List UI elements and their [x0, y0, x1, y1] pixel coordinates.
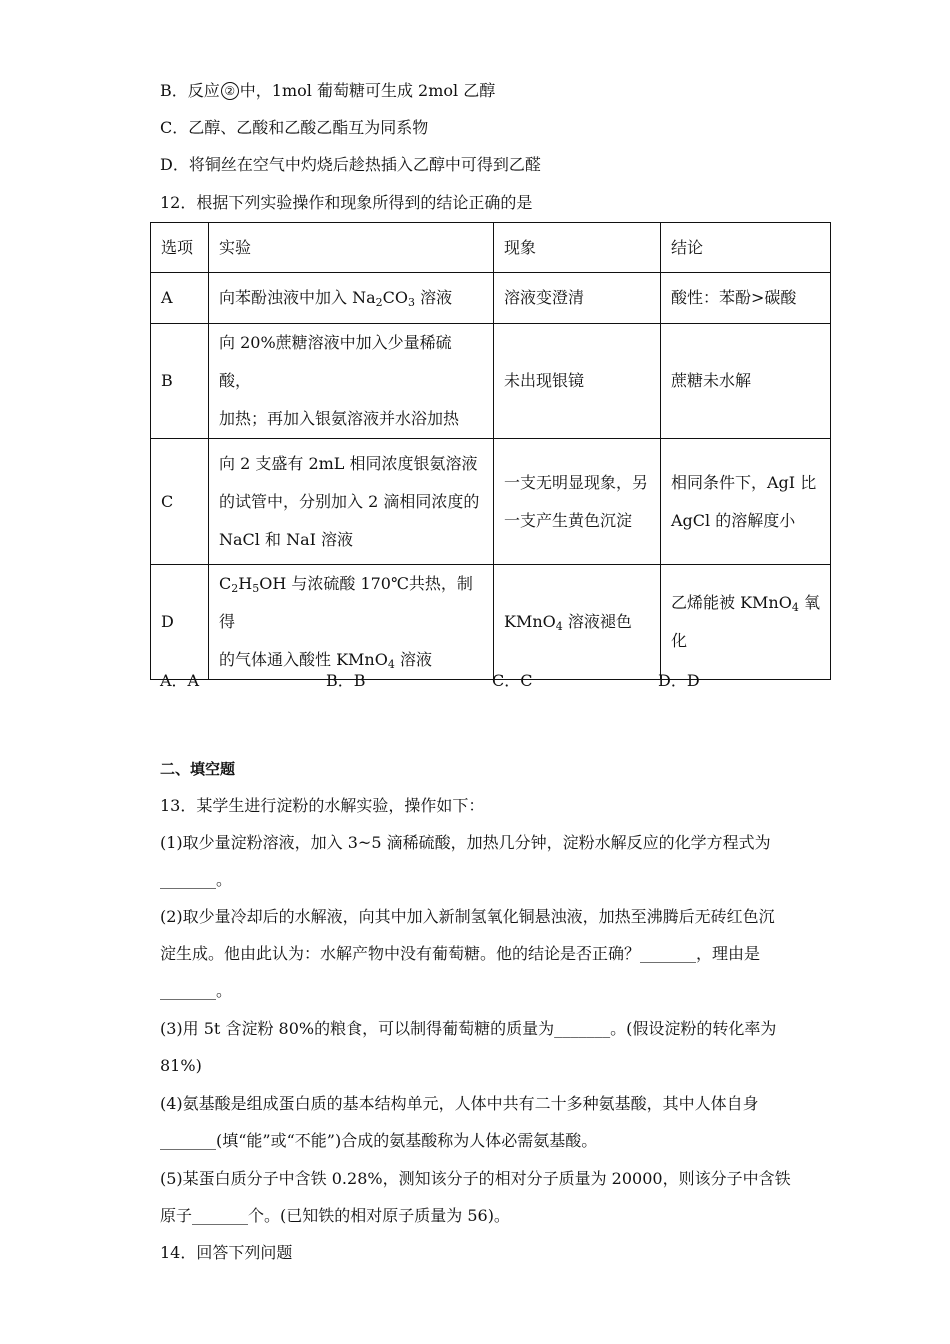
row-experiment: 向 2 支盛有 2mL 相同浓度银氨溶液 的试管中，分别加入 2 滴相同浓度的 NaCl 和 NaI 溶液 — [209, 439, 494, 565]
q13-part1-line1: (1)取少量淀粉溶液，加入 3~5 滴稀硫酸，加热几分钟，淀粉水解反应的化学方程式为 — [160, 833, 771, 852]
table-row — [151, 273, 831, 324]
row-experiment: $C_2H_5OH$ 与浓硫酸 170℃共热，制得 的气体通入酸性 KMnO$_4$ 溶液 — [209, 565, 494, 680]
table-row — [151, 439, 831, 565]
header-conclusion: 结论 — [661, 223, 831, 273]
q13-part3-line1: (3)用 5t 含淀粉 80%的粮食，可以制得葡萄糖的质量为_______。(假设淀粉的转化率为 — [160, 1019, 777, 1038]
answer-option-a[interactable]: A．A — [160, 671, 200, 690]
q11-option-c: C．乙醇、乙酸和乙酸乙酯互为同系物 — [160, 118, 429, 137]
row-experiment: 向苯酚浊液中加入 $Na_2CO_3$ 溶液 — [209, 273, 494, 324]
q13-part2-blank: _______。 — [160, 981, 233, 1000]
row-option: C — [151, 439, 209, 565]
row-phenomenon: 未出现银镜 — [494, 324, 661, 439]
header-phenomenon: 现象 — [494, 223, 661, 273]
row-conclusion: 相同条件下，AgI 比 AgCl 的溶解度小 — [661, 439, 831, 565]
q13-part5-line1: (5)某蛋白质分子中含铁 0.28%，测知该分子的相对分子质量为 20000，则该分子中含铁 — [160, 1169, 791, 1188]
q14-stem: 14．回答下列问题 — [160, 1243, 293, 1262]
q13-part1-blank: _______。 — [160, 870, 233, 889]
q12-stem: 12．根据下列实验操作和现象所得到的结论正确的是 — [160, 193, 533, 212]
q13-part2-line2: 淀生成。他由此认为：水解产物中没有葡萄糖。他的结论是否正确？_______，理由是 — [160, 944, 761, 963]
table-row — [151, 324, 831, 439]
q13-part5-line2: 原子_______个。(已知铁的相对原子质量为 56)。 — [160, 1206, 510, 1225]
circled-number-2: ② — [221, 82, 239, 100]
row-option: B — [151, 324, 209, 439]
row-phenomenon: KMnO$_4$ 溶液褪色 — [494, 565, 661, 680]
header-experiment: 实验 — [209, 223, 494, 273]
q13-part2-line1: (2)取少量冷却后的水解液，向其中加入新制氢氧化铜悬浊液，加热至沸腾后无砖红色沉 — [160, 907, 775, 926]
row-conclusion: 酸性：苯酚>碳酸 — [661, 273, 831, 324]
q13-stem: 13．某学生进行淀粉的水解实验，操作如下： — [160, 796, 485, 815]
q13-part4-line1: (4)氨基酸是组成蛋白质的基本结构单元，人体中共有二十多种氨基酸，其中人体自身 — [160, 1094, 759, 1113]
q12-table — [150, 222, 831, 680]
row-phenomenon: 溶液变澄清 — [494, 273, 661, 324]
answer-option-d[interactable]: D．D — [658, 671, 700, 690]
row-option: D — [151, 565, 209, 680]
table-header-row — [151, 223, 831, 273]
section-title: 二、填空题 — [160, 760, 236, 778]
row-phenomenon: 一支无明显现象，另 一支产生黄色沉淀 — [494, 439, 661, 565]
row-conclusion: 乙烯能被 KMnO$_4$ 氧 化 — [661, 565, 831, 680]
q11-option-d: D．将铜丝在空气中灼烧后趁热插入乙醇中可得到乙醛 — [160, 155, 541, 174]
row-option: A — [151, 273, 209, 324]
header-option: 选项 — [151, 223, 209, 273]
q13-part4-line2: _______(填“能”或“不能”)合成的氨基酸称为人体必需氨基酸。 — [160, 1131, 598, 1150]
row-conclusion: 蔗糖未水解 — [661, 324, 831, 439]
q11-option-b: B．反应 ② 中，1mol 葡萄糖可生成 2mol 乙醇 — [160, 81, 496, 100]
q13-part3-line2: 81%) — [160, 1056, 202, 1075]
q12-answer-options — [160, 670, 824, 692]
row-experiment: 向 20%蔗糖溶液中加入少量稀硫酸， 加热；再加入银氨溶液并水浴加热 — [209, 324, 494, 439]
answer-option-b[interactable]: B．B — [326, 671, 366, 690]
table-row — [151, 565, 831, 680]
answer-option-c[interactable]: C．C — [492, 671, 533, 690]
